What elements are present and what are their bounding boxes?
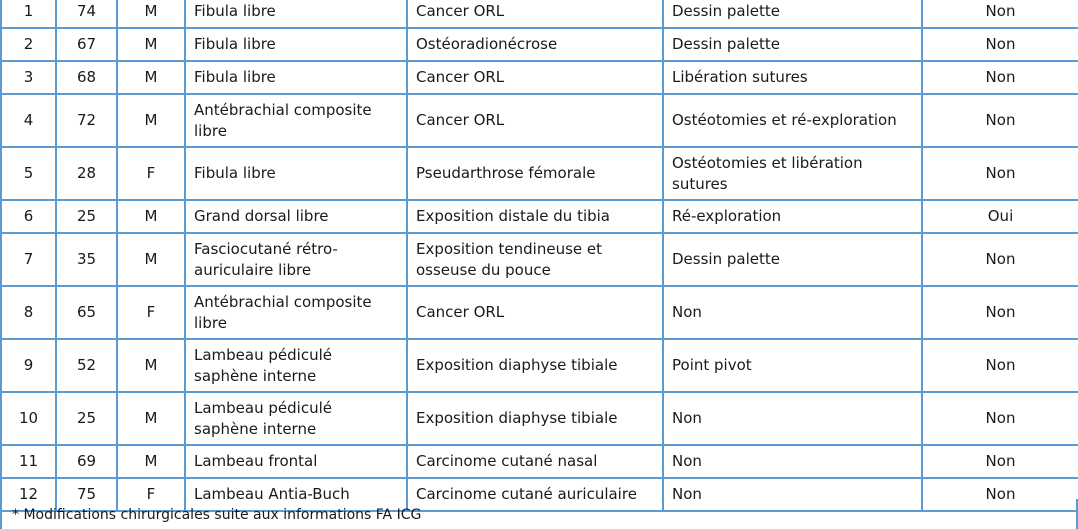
cell-sex: M (117, 392, 185, 445)
cell-indication: Cancer ORL (407, 0, 663, 28)
table-row (1, 147, 1078, 200)
table-row (1, 200, 1078, 233)
cell-number: 10 (1, 392, 56, 445)
cell-flap: Lambeau frontal (185, 445, 407, 478)
cell-modification: Dessin palette (663, 0, 922, 28)
cell-sex: M (117, 339, 185, 392)
cell-modification: Ré-exploration (663, 200, 922, 233)
cell-modification: Ostéotomies et ré-exploration (663, 94, 922, 147)
table-row (1, 0, 1078, 28)
cell-flap: Grand dorsal libre (185, 200, 407, 233)
cell-indication: Ostéoradionécrose (407, 28, 663, 61)
cell-number: 12 (1, 478, 56, 511)
cell-indication: Cancer ORL (407, 61, 663, 94)
cell-complication: Oui (922, 200, 1078, 233)
cell-indication: Exposition diaphyse tibiale (407, 339, 663, 392)
cell-age: 25 (56, 392, 117, 445)
cell-number: 3 (1, 61, 56, 94)
cell-flap: Fibula libre (185, 28, 407, 61)
cell-flap: Lambeau pédiculé saphène interne (185, 392, 407, 445)
cell-indication: Cancer ORL (407, 94, 663, 147)
cell-indication: Cancer ORL (407, 286, 663, 339)
cell-complication: Non (922, 233, 1078, 286)
cell-sex: F (117, 478, 185, 511)
cell-sex: M (117, 200, 185, 233)
cell-complication: Non (922, 147, 1078, 200)
cell-modification: Non (663, 286, 922, 339)
cell-modification: Non (663, 445, 922, 478)
cell-flap: Fasciocutané rétro-auriculaire libre (185, 233, 407, 286)
cell-number: 8 (1, 286, 56, 339)
cell-complication: Non (922, 392, 1078, 445)
cell-complication: Non (922, 445, 1078, 478)
cell-sex: M (117, 94, 185, 147)
cell-number: 5 (1, 147, 56, 200)
cell-modification: Point pivot (663, 339, 922, 392)
cell-flap: Antébrachial composite libre (185, 94, 407, 147)
cell-age: 69 (56, 445, 117, 478)
cell-number: 2 (1, 28, 56, 61)
cell-sex: M (117, 28, 185, 61)
cell-age: 72 (56, 94, 117, 147)
cell-modification: Non (663, 478, 922, 511)
cell-sex: F (117, 286, 185, 339)
cell-sex: M (117, 445, 185, 478)
cell-complication: Non (922, 478, 1078, 511)
table-row (1, 233, 1078, 286)
cell-complication: Non (922, 94, 1078, 147)
cell-number: 4 (1, 94, 56, 147)
cell-age: 65 (56, 286, 117, 339)
cell-age: 52 (56, 339, 117, 392)
cell-sex: M (117, 233, 185, 286)
cell-indication: Exposition diaphyse tibiale (407, 392, 663, 445)
table-row (1, 28, 1078, 61)
table-row (1, 286, 1078, 339)
cell-complication: Non (922, 0, 1078, 28)
cell-sex: M (117, 61, 185, 94)
table-footnote: * Modifications chirurgicales suite aux informations FA ICG (0, 499, 1078, 529)
cell-complication: Non (922, 61, 1078, 94)
cell-age: 35 (56, 233, 117, 286)
cell-number: 11 (1, 445, 56, 478)
cell-age: 68 (56, 61, 117, 94)
cell-flap: Fibula libre (185, 0, 407, 28)
cell-age: 74 (56, 0, 117, 28)
table-row (1, 445, 1078, 478)
cell-modification: Dessin palette (663, 233, 922, 286)
cell-age: 28 (56, 147, 117, 200)
cell-sex: F (117, 147, 185, 200)
cell-number: 1 (1, 0, 56, 28)
cell-indication: Pseudarthrose fémorale (407, 147, 663, 200)
cell-age: 67 (56, 28, 117, 61)
cell-indication: Exposition tendineuse et osseuse du pouce (407, 233, 663, 286)
cell-flap: Lambeau Antia-Buch (185, 478, 407, 511)
cell-number: 7 (1, 233, 56, 286)
cell-number: 9 (1, 339, 56, 392)
cell-complication: Non (922, 28, 1078, 61)
cell-modification: Ostéotomies et libération sutures (663, 147, 922, 200)
cell-complication: Non (922, 286, 1078, 339)
table-row (1, 94, 1078, 147)
cell-age: 75 (56, 478, 117, 511)
cell-modification: Libération sutures (663, 61, 922, 94)
table-row (1, 392, 1078, 445)
cell-flap: Antébrachial composite libre (185, 286, 407, 339)
cell-flap: Fibula libre (185, 61, 407, 94)
cell-modification: Dessin palette (663, 28, 922, 61)
cell-indication: Exposition distale du tibia (407, 200, 663, 233)
cell-age: 25 (56, 200, 117, 233)
cell-flap: Lambeau pédiculé saphène interne (185, 339, 407, 392)
cell-complication: Non (922, 339, 1078, 392)
cell-number: 6 (1, 200, 56, 233)
cell-indication: Carcinome cutané nasal (407, 445, 663, 478)
cell-modification: Non (663, 392, 922, 445)
table-row (1, 339, 1078, 392)
cell-sex: M (117, 0, 185, 28)
cell-flap: Fibula libre (185, 147, 407, 200)
cell-indication: Carcinome cutané auriculaire (407, 478, 663, 511)
table-row (1, 61, 1078, 94)
